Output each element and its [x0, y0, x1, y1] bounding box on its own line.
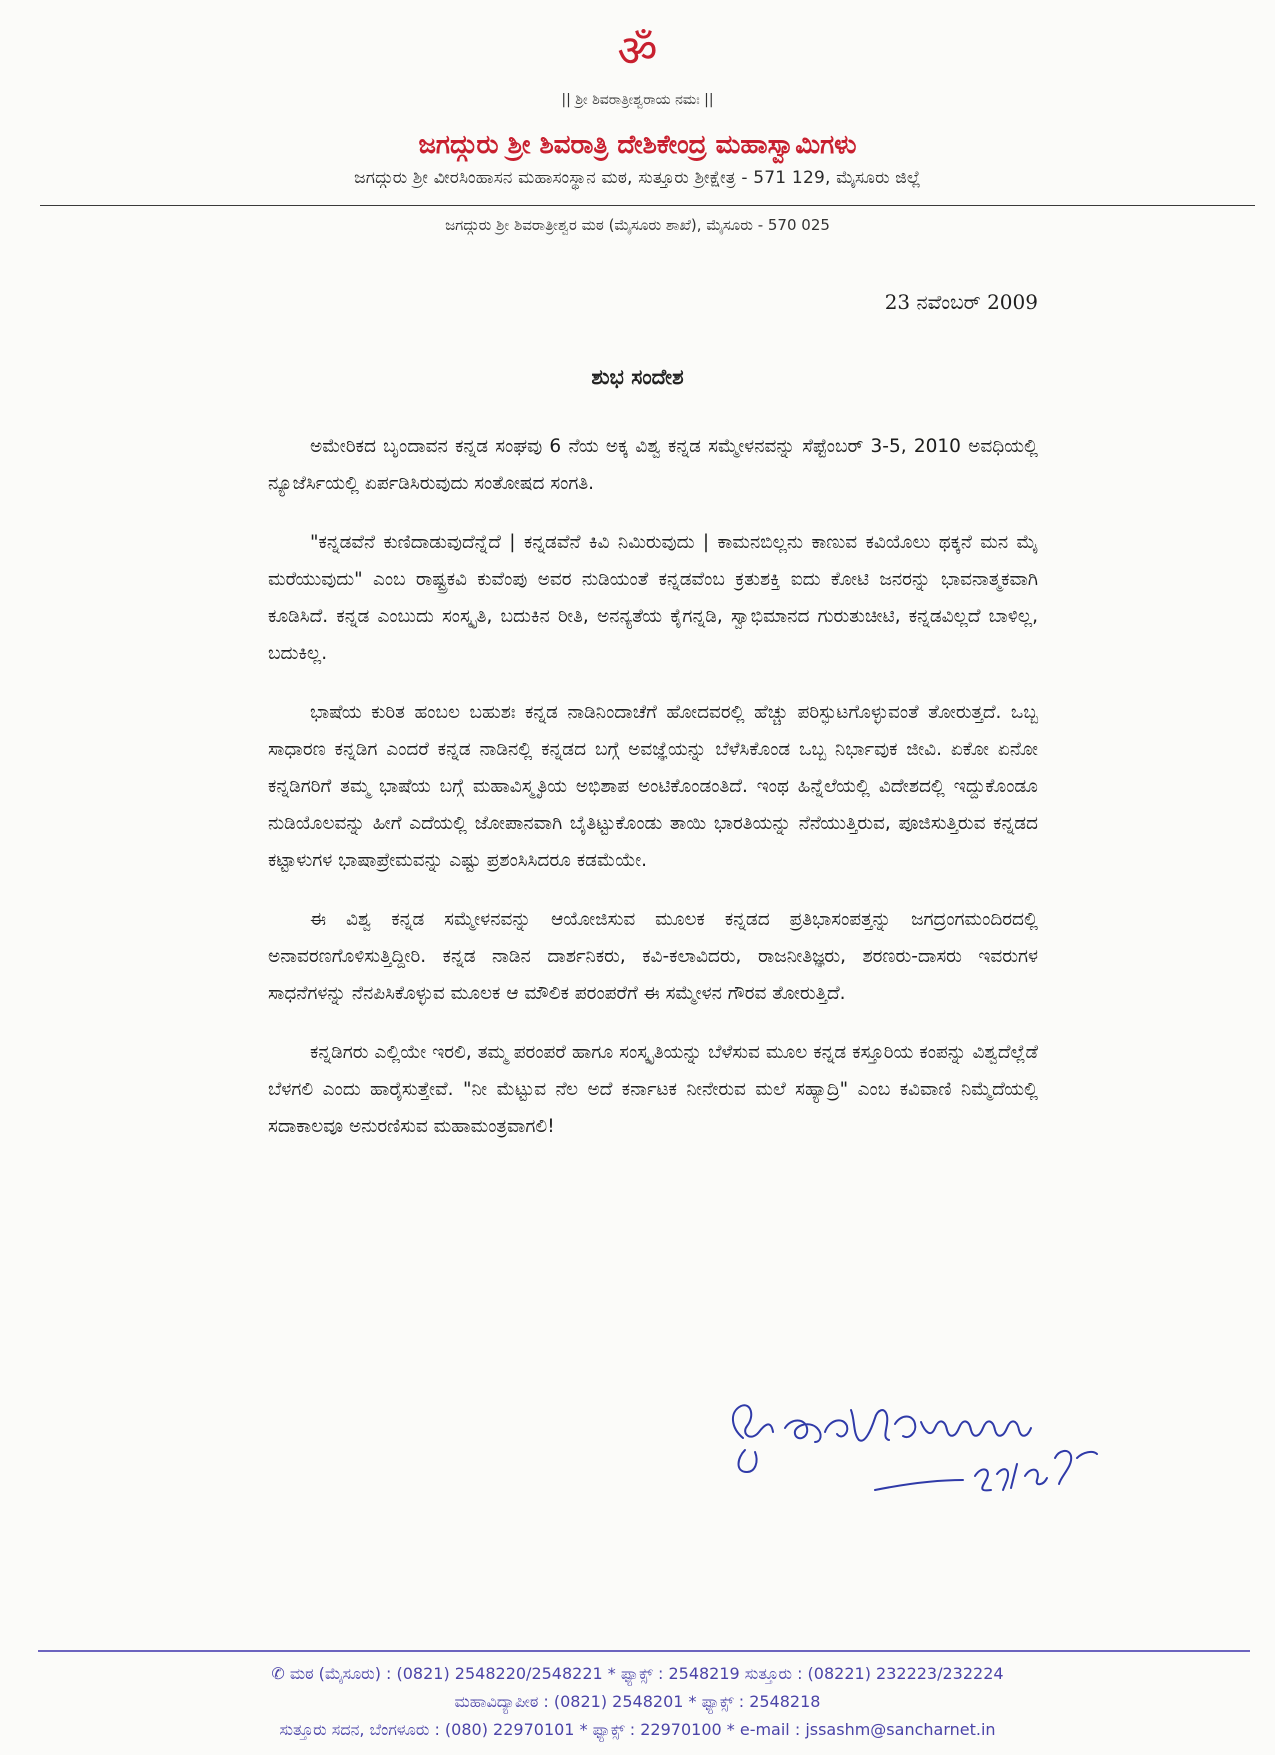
om-symbol: ॐ [617, 26, 658, 77]
footer-phone-line: ✆ ಮಠ (ಮೈಸೂರು) : (0821) 2548220/2548221 * ಫ್ಯಾಕ್ಸ್ : 2548219 ಸುತ್ತೂರು : (08221) 232223/232224 [271, 1664, 1004, 1683]
handwritten-signature [725, 1380, 1105, 1520]
footer-bengaluru-line: ಸುತ್ತೂರು ಸದನ, ಬೆಂಗಳೂರು : (080) 22970101 * ಫ್ಯಾಕ್ಸ್ : 22970100 * e-mail : jssashm@sancharnet.in [279, 1720, 996, 1739]
letterhead-branch-address: ಜಗದ್ಗುರು ಶ್ರೀ ಶಿವರಾತ್ರೀಶ್ವರ ಮಠ (ಮೈಸೂರು ಶಾಖೆ), ಮೈಸೂರು - 570 025 [445, 216, 830, 234]
footer-vidyapeetha-line: ಮಹಾವಿದ್ಯಾಪೀಠ : (0821) 2548201 * ಫ್ಯಾಕ್ಸ್ : 2548218 [454, 1692, 821, 1711]
letter-body [268, 428, 1038, 1167]
letterhead-title: ಜಗದ್ಗುರು ಶ್ರೀ ಶಿವರಾತ್ರಿ ದೇಶಿಕೇಂದ್ರ ಮಹಾಸ್ವಾಮಿಗಳು [418, 130, 857, 160]
footer-divider [38, 1650, 1250, 1652]
body-paragraph: ಕನ್ನಡಿಗರು ಎಲ್ಲಿಯೇ ಇರಲಿ, ತಮ್ಮ ಪರಂಪರೆ ಹಾಗೂ ಸಂಸ್ಕೃತಿಯನ್ನು ಬೆಳೆಸುವ ಮೂಲ ಕನ್ನಡ ಕಸ್ತೂರಿಯ ಕಂಪನ್ನು ವಿಶ್ವದೆಲ್ಲೆಡೆ ಬೆಳಗಲಿ ಎಂದು ಹಾರೈಸುತ್ತೇವೆ. "ನೀ ಮೆಟ್ಟುವ ನೆಲ ಅದೆ ಕರ್ನಾಟಕ ನೀನೇರುವ ಮಲೆ ಸಹ್ಯಾದ್ರಿ" ಎಂಬ ಕವಿವಾಣಿ ನಿಮ್ಮೆದೆಯಲ್ಲಿ ಸದಾಕಾಲವೂ ಅನುರಣಿಸುವ ಮಹಾಮಂತ್ರವಾಗಲಿ! [268, 1042, 1038, 1137]
body-paragraph: ಈ ವಿಶ್ವ ಕನ್ನಡ ಸಮ್ಮೇಳನವನ್ನು ಆಯೋಜಿಸುವ ಮೂಲಕ ಕನ್ನಡದ ಪ್ರತಿಭಾಸಂಪತ್ತನ್ನು ಜಗದ್ರಂಗಮಂದಿರದಲ್ಲಿ ಅನಾವರಣಗೊಳಿಸುತ್ತಿದ್ದೀರಿ. ಕನ್ನಡ ನಾಡಿನ ದಾರ್ಶನಿಕರು, ಕವಿ-ಕಲಾವಿದರು, ರಾಜನೀತಿಜ್ಞರು, ಶರಣರು-ದಾಸರು ಇವರುಗಳ ಸಾಧನೆಗಳನ್ನು ನೆನಪಿಸಿಕೊಳ್ಳುವ ಮೂಲಕ ಆ ಮೌಲಿಕ ಪರಂಪರೆಗೆ ಈ ಸಮ್ಮೇಳನ ಗೌರವ ತೋರುತ್ತಿದೆ. [268, 909, 1038, 1004]
letter-subject: ಶುಭ ಸಂದೇಶ [591, 365, 684, 389]
letter-date: 23 ನವೆಂಬರ್ 2009 [884, 290, 1038, 314]
body-paragraph: "ಕನ್ನಡವೆನೆ ಕುಣಿದಾಡುವುದೆನ್ನೆದೆ | ಕನ್ನಡವೆನೆ ಕಿವಿ ನಿಮಿರುವುದು | ಕಾಮನಬಿಲ್ಲನು ಕಾಣುವ ಕವಿಯೊಲು ಥಕ್ಕನೆ ಮನ ಮೈ ಮರೆಯುವುದು" ಎಂಬ ರಾಷ್ಟ್ರಕವಿ ಕುವೆಂಪು ಅವರ ನುಡಿಯಂತೆ ಕನ್ನಡವೆಂಬ ಕ್ರತುಶಕ್ತಿ ಐದು ಕೋಟಿ ಜನರನ್ನು ಭಾವನಾತ್ಮಕವಾಗಿ ಕೂಡಿಸಿದೆ. ಕನ್ನಡ ಎಂಬುದು ಸಂಸ್ಕೃತಿ, ಬದುಕಿನ ರೀತಿ, ಅನನ್ಯತೆಯ ಕೈಗನ್ನಡಿ, ಸ್ವಾಭಿಮಾನದ ಗುರುತುಚೀಟಿ, ಕನ್ನಡವಿಲ್ಲದೆ ಬಾಳಿಲ್ಲ, ಬದುಕಿಲ್ಲ. [268, 532, 1038, 664]
invocation-line: || ಶ್ರೀ ಶಿವರಾತ್ರೀಶ್ವರಾಯ ನಮಃ || [561, 92, 714, 108]
letterhead-address: ಜಗದ್ಗುರು ಶ್ರೀ ವೀರಸಿಂಹಾಸನ ಮಹಾಸಂಸ್ಥಾನ ಮಠ, ಸುತ್ತೂರು ಶ್ರೀಕ್ಷೇತ್ರ - 571 129, ಮೈಸೂರು ಜಿಲ್ಲೆ [354, 168, 921, 188]
body-paragraph: ಅಮೇರಿಕದ ಬೃಂದಾವನ ಕನ್ನಡ ಸಂಘವು 6 ನೆಯ ಅಕ್ಕ ವಿಶ್ವ ಕನ್ನಡ ಸಮ್ಮೇಳನವನ್ನು ಸೆಪ್ಟೆಂಬರ್ 3-5, 2010 ಅವಧಿಯಲ್ಲಿ ನ್ಯೂಜೆರ್ಸಿಯಲ್ಲಿ ಏರ್ಪಡಿಸಿರುವುದು ಸಂತೋಷದ ಸಂಗತಿ. [268, 436, 1038, 494]
header-divider [40, 205, 1255, 206]
contact-footer [0, 1660, 1275, 1744]
body-paragraph: ಭಾಷೆಯ ಕುರಿತ ಹಂಬಲ ಬಹುಶಃ ಕನ್ನಡ ನಾಡಿನಿಂದಾಚೆಗೆ ಹೋದವರಲ್ಲಿ ಹೆಚ್ಚು ಪರಿಸ್ಫುಟಗೊಳ್ಳುವಂತೆ ತೋರುತ್ತದೆ. ಒಬ್ಬ ಸಾಧಾರಣ ಕನ್ನಡಿಗ ಎಂದರೆ ಕನ್ನಡ ನಾಡಿನಲ್ಲಿ ಕನ್ನಡದ ಬಗ್ಗೆ ಅವಜ್ಞೆಯನ್ನು ಬೆಳೆಸಿಕೊಂಡ ಒಬ್ಬ ನಿರ್ಭಾವುಕ ಜೀವಿ. ಏಕೋ ಏನೋ ಕನ್ನಡಿಗರಿಗೆ ತಮ್ಮ ಭಾಷೆಯ ಬಗ್ಗೆ ಮಹಾವಿಸ್ಮೃತಿಯ ಅಭಿಶಾಪ ಅಂಟಿಕೊಂಡಂತಿದೆ. ಇಂಥ ಹಿನ್ನೆಲೆಯಲ್ಲಿ ವಿದೇಶದಲ್ಲಿ ಇದ್ದುಕೊಂಡೂ ನುಡಿಯೊಲವನ್ನು ಹೀಗೆ ಎದೆಯಲ್ಲಿ ಜೋಪಾನವಾಗಿ ಬೈತಿಟ್ಟುಕೊಂಡು ತಾಯಿ ಭಾರತಿಯನ್ನು ನೆನೆಯುತ್ತಿರುವ, ಪೂಜಿಸುತ್ತಿರುವ ಕನ್ನಡದ ಕಟ್ಟಾಳುಗಳ ಭಾಷಾಪ್ರೇಮವನ್ನು ಎಷ್ಟು ಪ್ರಶಂಸಿಸಿದರೂ ಕಡಮೆಯೇ. [268, 702, 1038, 871]
